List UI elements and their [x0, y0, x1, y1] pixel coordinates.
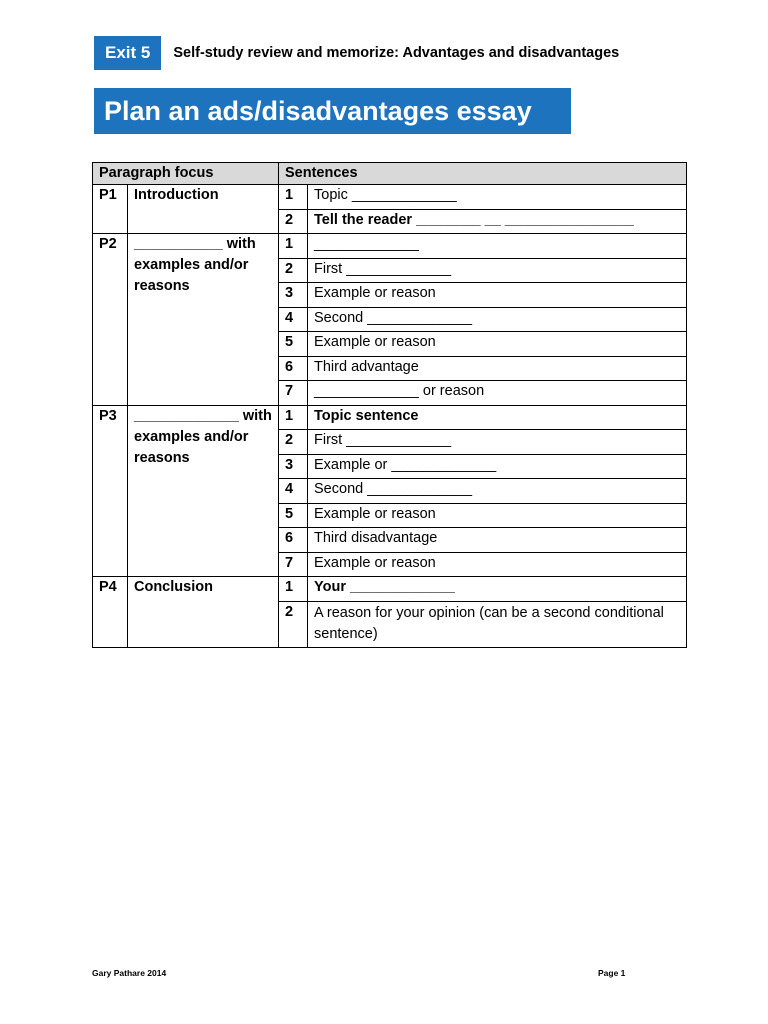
sentence-text: A reason for your opinion (can be a second conditional sentence) — [308, 601, 687, 647]
sentence-number: 2 — [279, 258, 308, 283]
sentence-text: Example or reason — [308, 503, 687, 528]
sentence-number: 5 — [279, 332, 308, 357]
paragraph-focus: _____________ with examples and/or reasons — [128, 405, 279, 577]
sentence-number: 4 — [279, 307, 308, 332]
paragraph-focus: ___________ with examples and/or reasons — [128, 234, 279, 406]
sentence-text: Second _____________ — [308, 479, 687, 504]
sentence-text: _____________ — [308, 234, 687, 259]
sentence-text: Example or _____________ — [308, 454, 687, 479]
sentence-text: Topic _____________ — [308, 185, 687, 210]
table-row — [93, 234, 687, 259]
header-subtitle: Self-study review and memorize: Advantages and disadvantages — [173, 45, 620, 61]
sentence-number: 4 — [279, 479, 308, 504]
sentence-number: 1 — [279, 405, 308, 430]
sentence-number: 2 — [279, 430, 308, 455]
sentence-number: 3 — [279, 283, 308, 308]
sentence-number: 7 — [279, 381, 308, 406]
exit-badge: Exit 5 — [94, 36, 161, 70]
table-row — [93, 577, 687, 602]
essay-plan-table — [92, 162, 687, 648]
sentence-text: Third advantage — [308, 356, 687, 381]
sentence-number: 6 — [279, 356, 308, 381]
sentence-number: 7 — [279, 552, 308, 577]
sentence-number: 5 — [279, 503, 308, 528]
paragraph-id: P4 — [93, 577, 128, 648]
sentence-number: 2 — [279, 601, 308, 647]
sentence-number: 2 — [279, 209, 308, 234]
sentence-text: Example or reason — [308, 332, 687, 357]
sentence-text: Example or reason — [308, 552, 687, 577]
sentence-text: First _____________ — [308, 430, 687, 455]
sentence-text: Your _____________ — [308, 577, 687, 602]
paragraph-id: P2 — [93, 234, 128, 406]
table-header-row — [93, 163, 687, 185]
sentence-number: 1 — [279, 185, 308, 210]
sentence-text: _____________ or reason — [308, 381, 687, 406]
sentence-number: 1 — [279, 234, 308, 259]
sentence-text: Second _____________ — [308, 307, 687, 332]
paragraph-focus: Conclusion — [128, 577, 279, 648]
page-title: Plan an ads/disadvantages essay — [94, 88, 571, 134]
paragraph-id: P1 — [93, 185, 128, 234]
paragraph-focus: Introduction — [128, 185, 279, 234]
sentence-number: 1 — [279, 577, 308, 602]
footer-author: Gary Pathare 2014 — [92, 968, 167, 978]
header-sentences: Sentences — [279, 163, 687, 185]
header-row — [94, 36, 619, 70]
sentence-number: 3 — [279, 454, 308, 479]
table-row — [93, 405, 687, 430]
header-paragraph-focus: Paragraph focus — [93, 163, 279, 185]
sentence-text: Tell the reader ________ __ ________________ — [308, 209, 687, 234]
footer-page-number: Page 1 — [598, 968, 626, 978]
sentence-text: Example or reason — [308, 283, 687, 308]
sentence-text: Topic sentence — [308, 405, 687, 430]
paragraph-id: P3 — [93, 405, 128, 577]
sentence-number: 6 — [279, 528, 308, 553]
table-row — [93, 185, 687, 210]
sentence-text: Third disadvantage — [308, 528, 687, 553]
sentence-text: First _____________ — [308, 258, 687, 283]
